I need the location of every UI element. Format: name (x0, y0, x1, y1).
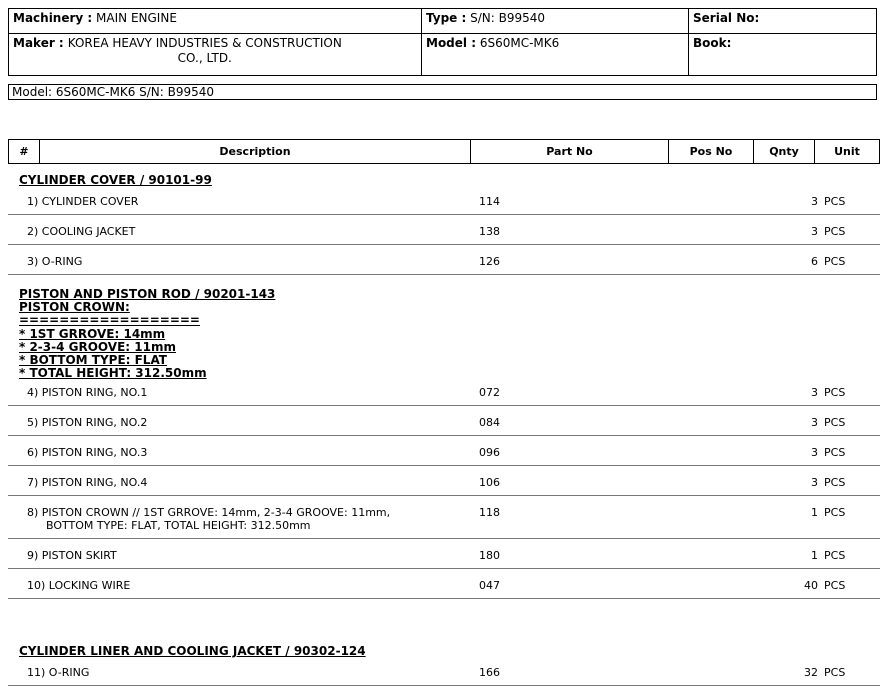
row-unit: PCS (824, 446, 846, 459)
row-unit: PCS (824, 579, 846, 592)
col-number: # (9, 140, 40, 164)
machinery-label: Machinery : (13, 11, 93, 25)
type-value: S/N: B99540 (470, 11, 546, 25)
row-unit: PCS (824, 416, 846, 429)
table-row (8, 506, 880, 539)
row-part-no: 096 (479, 446, 500, 459)
book-label: Book: (693, 36, 732, 50)
row-unit: PCS (824, 225, 846, 238)
machinery-cell (9, 9, 422, 34)
row-description: 8) PISTON CROWN // 1ST GRROVE: 14mm, 2-3-4 GROOVE: 11mm, (27, 506, 391, 519)
table-row (8, 416, 880, 436)
type-cell (422, 9, 689, 34)
row-qnty: 3 (811, 416, 818, 429)
row-unit: PCS (824, 195, 846, 208)
type-label: Type : (426, 11, 467, 25)
section-subheading: PISTON CROWN: (19, 300, 130, 314)
row-description: 11) O-RING (27, 666, 90, 679)
row-description-cont: BOTTOM TYPE: FLAT, TOTAL HEIGHT: 312.50mm (46, 519, 311, 532)
row-part-no: 166 (479, 666, 500, 679)
row-unit: PCS (824, 666, 846, 679)
row-part-no: 114 (479, 195, 500, 208)
section-spec-line: * 1ST GRROVE: 14mm (19, 327, 166, 341)
maker-value-line1: KOREA HEAVY INDUSTRIES & CONSTRUCTION (67, 36, 342, 50)
row-unit: PCS (824, 476, 846, 489)
col-pos-no: Pos No (669, 140, 754, 164)
table-row (8, 476, 880, 496)
col-part-no: Part No (471, 140, 669, 164)
section-separator: ================== (19, 313, 200, 327)
row-part-no: 106 (479, 476, 500, 489)
serial-cell (689, 9, 877, 34)
row-description: 9) PISTON SKIRT (27, 549, 117, 562)
row-part-no: 047 (479, 579, 500, 592)
maker-label: Maker : (13, 36, 64, 50)
table-row (8, 549, 880, 569)
maker-value-line2: CO., LTD. (177, 51, 232, 65)
col-unit: Unit (815, 140, 880, 164)
row-qnty: 32 (804, 666, 818, 679)
table-row (8, 579, 880, 599)
model-summary-line: Model: 6S60MC-MK6 S/N: B99540 (8, 84, 877, 100)
section-spec-line: * 2-3-4 GROOVE: 11mm (19, 340, 176, 354)
row-part-no: 138 (479, 225, 500, 238)
table-row (8, 386, 880, 406)
row-description: 1) CYLINDER COVER (27, 195, 139, 208)
header-table (8, 8, 877, 76)
row-description: 5) PISTON RING, NO.2 (27, 416, 148, 429)
row-qnty: 1 (811, 549, 818, 562)
row-qnty: 6 (811, 255, 818, 268)
row-qnty: 3 (811, 225, 818, 238)
row-qnty: 40 (804, 579, 818, 592)
row-description: 2) COOLING JACKET (27, 225, 136, 238)
table-row (8, 195, 880, 215)
row-unit: PCS (824, 386, 846, 399)
table-row (8, 225, 880, 245)
row-qnty: 3 (811, 446, 818, 459)
section-heading: CYLINDER COVER / 90101-99 (19, 173, 212, 187)
machinery-value: MAIN ENGINE (96, 11, 177, 25)
row-unit: PCS (824, 549, 846, 562)
row-qnty: 1 (811, 506, 818, 519)
row-qnty: 3 (811, 195, 818, 208)
row-description: 10) LOCKING WIRE (27, 579, 131, 592)
serial-label: Serial No: (693, 11, 760, 25)
row-part-no: 072 (479, 386, 500, 399)
book-cell (689, 34, 877, 76)
row-description: 4) PISTON RING, NO.1 (27, 386, 148, 399)
section-spec-line: * TOTAL HEIGHT: 312.50mm (19, 366, 207, 380)
row-part-no: 118 (479, 506, 500, 519)
table-row (8, 255, 880, 275)
col-qnty: Qnty (754, 140, 815, 164)
row-part-no: 180 (479, 549, 500, 562)
row-description: 3) O-RING (27, 255, 83, 268)
row-description: 7) PISTON RING, NO.4 (27, 476, 148, 489)
row-unit: PCS (824, 255, 846, 268)
maker-cell (9, 34, 422, 76)
row-qnty: 3 (811, 386, 818, 399)
section-spec-line: * BOTTOM TYPE: FLAT (19, 353, 167, 367)
model-label: Model : (426, 36, 477, 50)
col-description: Description (40, 140, 471, 164)
row-part-no: 084 (479, 416, 500, 429)
table-row (8, 446, 880, 466)
column-header-table (8, 139, 880, 164)
row-part-no: 126 (479, 255, 500, 268)
row-qnty: 3 (811, 476, 818, 489)
model-value: 6S60MC-MK6 (479, 36, 560, 50)
section-heading: PISTON AND PISTON ROD / 90201-143 (19, 287, 276, 301)
row-unit: PCS (824, 506, 846, 519)
section-heading: CYLINDER LINER AND COOLING JACKET / 90302-124 (19, 644, 366, 658)
row-description: 6) PISTON RING, NO.3 (27, 446, 148, 459)
model-cell (422, 34, 689, 76)
table-row (8, 666, 880, 686)
